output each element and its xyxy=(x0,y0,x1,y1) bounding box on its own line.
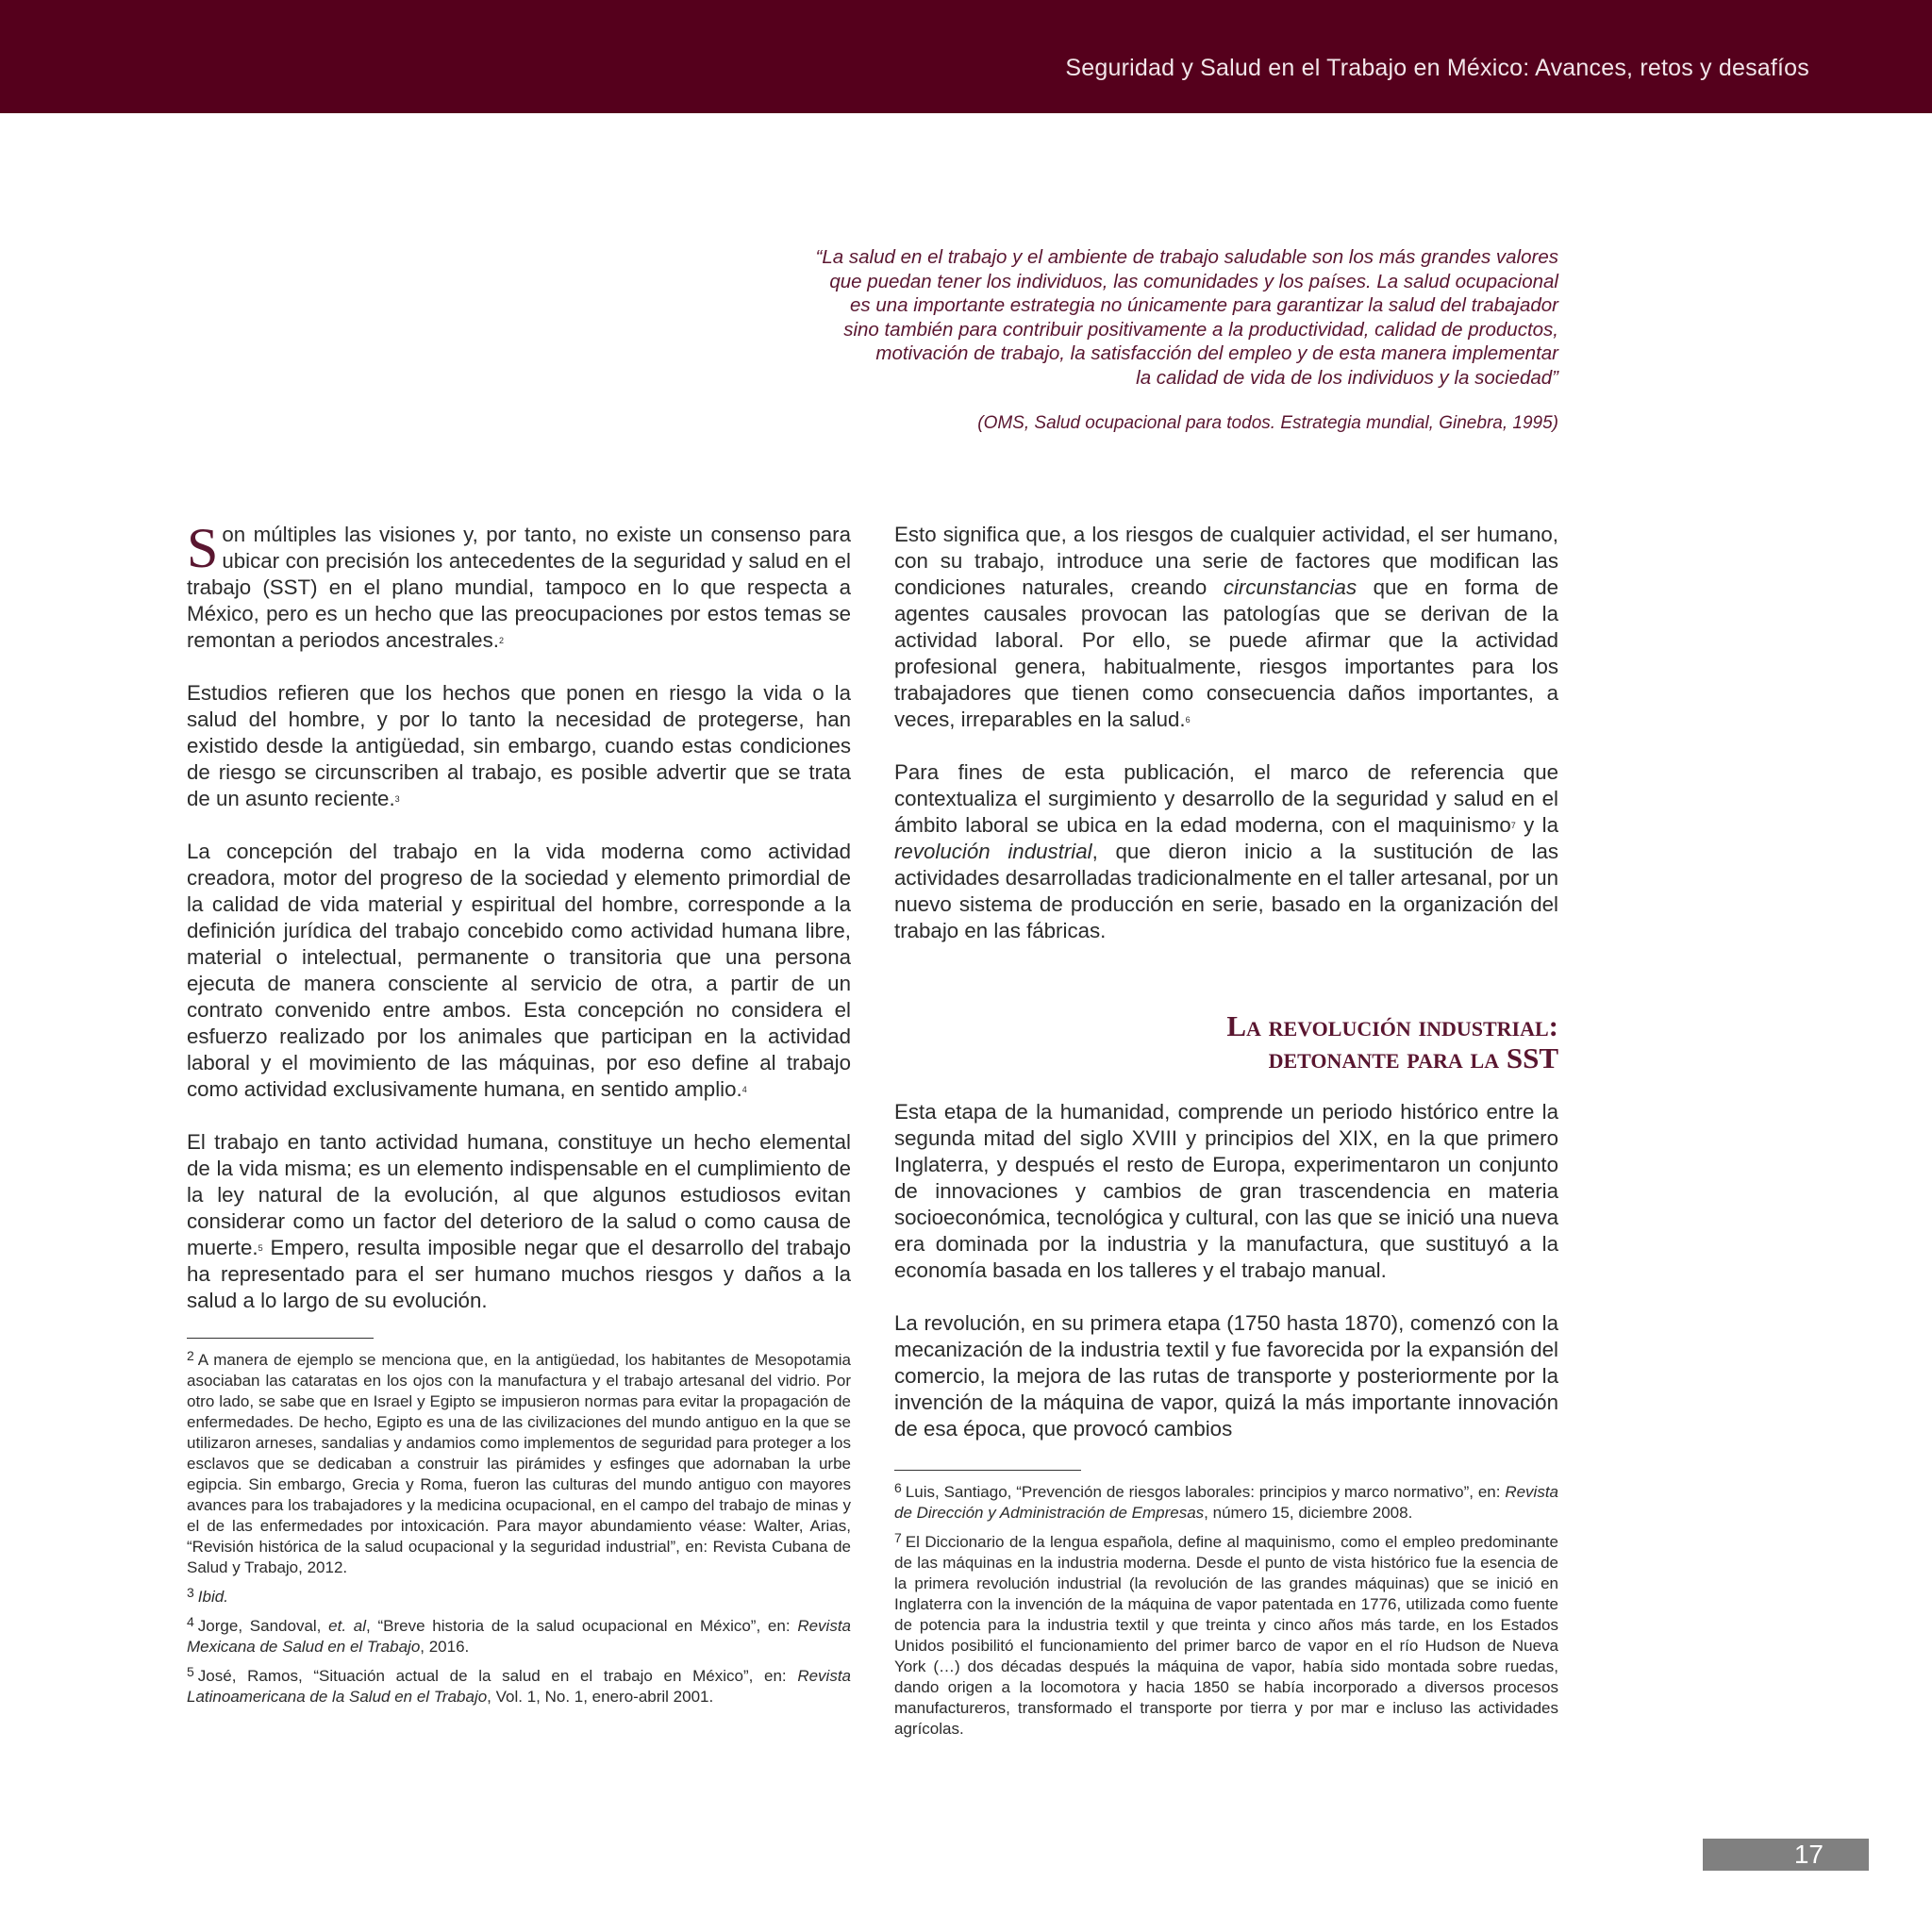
footnote-text: , 2016. xyxy=(420,1638,470,1656)
paragraph-text: Esta etapa de la humanidad, comprende un periodo histórico entre la segunda mitad del siglo XVIII y principios del XIX, en la que primero Inglaterra, y después el resto de Europa, experimentaron un conjunto de innovaciones y cambios de gran trascendencia en materia socioeconómica, tecnológica y cultural, con las que se inició una nueva era dominada por la industria y la manufactura, que sustituyó a la economía basada en los talleres y el trabajo manual. xyxy=(894,1100,1559,1282)
footnote-divider xyxy=(894,1470,1081,1471)
epigraph-source: (OMS, Salud ocupacional para todos. Estrategia mundial, Ginebra, 1995) xyxy=(977,413,1558,433)
paragraph-text: Empero, resulta imposible negar que el desarrollo del trabajo ha representado para el ser humano muchos riesgos y daños a la salud a lo largo de su evolución. xyxy=(187,1236,851,1312)
footnote xyxy=(187,1350,851,1578)
paragraph-text: circunstancias xyxy=(1223,575,1357,599)
right-column xyxy=(894,522,1558,1469)
footnote xyxy=(894,1482,1558,1524)
footnote-text: Revista Latinoamericana de la Salud en el Trabajo xyxy=(187,1667,851,1706)
left-footnotes xyxy=(187,1338,851,1716)
footnote-number: 3 xyxy=(187,1585,194,1600)
footnote-divider xyxy=(187,1338,374,1339)
page-number-badge xyxy=(1703,1839,1869,1871)
footnote-text: José, Ramos, “Situación actual de la salud en el trabajo en México”, en: xyxy=(197,1667,798,1685)
epigraph-line: la calidad de vida de los individuos y la sociedad” xyxy=(1136,366,1558,389)
paragraph xyxy=(187,1129,851,1314)
footnote-text: Luis, Santiago, “Prevención de riesgos laborales: principios y marco normativo”, en: xyxy=(905,1483,1506,1501)
footnote-ref: 4 xyxy=(741,1085,747,1094)
header-title: Seguridad y Salud en el Trabajo en México: Avances, retos y desafíos xyxy=(1065,55,1809,81)
paragraph-text: que en forma de agentes causales provocan las patologías que se derivan de la actividad laboral. Por ello, se puede afirmar que la actividad profesional genera, habitualmente, riesgos importantes para los trabajadores que tienen como consecuencia daños importantes, a veces, irreparables en la salud. xyxy=(894,575,1558,731)
paragraph-text: , que dieron inicio a la sustitución de las actividades desarrolladas tradicionalmente en el taller artesanal, por un nuevo sistema de producción en serie, basado en la organización del trabajo en las fábricas. xyxy=(894,840,1558,942)
section-heading xyxy=(894,971,1558,1074)
paragraph xyxy=(187,517,851,654)
page-number: 17 xyxy=(1793,1840,1824,1869)
footnote-number: 4 xyxy=(187,1614,194,1629)
footnote xyxy=(187,1666,851,1707)
paragraph xyxy=(187,680,851,812)
footnote-number: 2 xyxy=(187,1348,194,1363)
footnote-text: Revista Mexicana de Salud en el Trabajo xyxy=(187,1617,851,1656)
paragraph-text: revolución industrial xyxy=(894,840,1092,863)
paragraph-text: La concepción del trabajo en la vida moderna como actividad creadora, motor del progreso de la sociedad y elemento primordial de la calidad de vida material y espiritual del hombre, corresponde a la definición jurídica del trabajo concebido como actividad humana libre, material o intelectual, permanente o transitoria que una persona ejecuta de manera consciente al servicio de otra, a partir de un contrato convenido entre ambos. Esta concepción no considera el esfuerzo realizado por los animales que participan en la actividad laboral y el movimiento de las máquinas, por eso define al trabajo como actividad exclusivamente humana, en sentido amplio. xyxy=(187,840,851,1101)
footnote-ref: 2 xyxy=(498,636,504,645)
footnote-text: Jorge, Sandoval, xyxy=(197,1617,329,1635)
paragraph xyxy=(894,1099,1558,1284)
footnote-ref: 6 xyxy=(1185,715,1191,724)
paragraph-text: Estudios refieren que los hechos que ponen en riesgo la vida o la salud del hombre, y por lo tanto la necesidad de protegerse, han existido desde la antigüedad, sin embargo, cuando estas condiciones de riesgo se circunscriben al trabajo, es posible advertir que se trata de un asunto reciente. xyxy=(187,681,851,810)
paragraph-text: y la xyxy=(1515,813,1558,837)
left-column xyxy=(187,517,851,1341)
paragraph xyxy=(894,759,1558,944)
footnote-text: Revista de Dirección y Administración de Empresas xyxy=(894,1483,1558,1522)
footnote-ref: 5 xyxy=(258,1243,263,1253)
paragraph-text: on múltiples las visiones y, por tanto, no existe un consenso para ubicar con precisión los antecedentes de la seguridad y salud en el trabajo (SST) en el plano mundial, tampoco en lo que respecta a México, pero es un hecho que las preocupaciones por estos temas se remontan a periodos ancestrales. xyxy=(187,523,851,652)
footnote-ref: 7 xyxy=(1510,821,1516,830)
footnote-number: 7 xyxy=(894,1530,902,1545)
drop-cap: S xyxy=(187,517,219,579)
footnote xyxy=(187,1616,851,1657)
epigraph-line: es una importante estrategia no únicamente para garantizar la salud del trabajador xyxy=(850,294,1558,316)
footnote xyxy=(187,1587,851,1607)
footnote-text: , número 15, diciembre 2008. xyxy=(1204,1504,1413,1522)
footnote-text: A manera de ejemplo se menciona que, en la antigüedad, los habitantes de Mesopotamia asociaban las cataratas en los ojos con la manufactura y el trabajo artesanal del vidrio. Por otro lado, se sabe que en Israel y Egipto se impusieron normas para evitar la propagación de enfermedades. De hecho, Egipto es una de las civilizaciones del mundo antiguo en la que se utilizaron arneses, sandalias y andamios como implementos de seguridad para proteger a los esclavos que se dedicaban a construir las pirámides y esfinges que adornaban la urbe egipcia. Sin embargo, Grecia y Roma, fueron las culturas del mundo antiguo con mayores avances para los trabajadores y la medicina ocupacional, en el campo del trabajo de minas y el de las enfermedades por intoxicación. Para mayor abundamiento véase: Walter, Arias, “Revisión histórica de la salud ocupacional y la seguridad industrial”, en: Revista Cubana de Salud y Trabajo, 2012. xyxy=(187,1351,851,1576)
right-footnotes xyxy=(894,1470,1558,1748)
paragraph-text: Esto significa que, a los riesgos de cualquier actividad, el ser humano, con su trabajo, introduce una serie de factores que modifican las condiciones naturales, creando xyxy=(894,523,1558,599)
paragraph xyxy=(894,522,1558,733)
epigraph-line: sino también para contribuir positivamente a la productividad, calidad de productos, xyxy=(843,318,1558,341)
epigraph-line: motivación de trabajo, la satisfacción del empleo y de esta manera implementar xyxy=(875,342,1558,364)
epigraph-quote xyxy=(774,245,1558,390)
epigraph-line: “La salud en el trabajo y el ambiente de trabajo saludable son los más grandes valores xyxy=(815,246,1558,268)
footnote-text: Ibid. xyxy=(197,1588,228,1606)
footnote-text: , Vol. 1, No. 1, enero-abril 2001. xyxy=(487,1688,714,1706)
heading-line: La revolución industrial: xyxy=(1226,1009,1558,1042)
footnote-text: et. al xyxy=(328,1617,367,1635)
footnote-number: 5 xyxy=(187,1664,194,1679)
heading-line: detonante para la SST xyxy=(1268,1041,1558,1074)
paragraph-text: La revolución, en su primera etapa (1750 hasta 1870), comenzó con la mecanización de la industria textil y fue favorecida por la expansión del comercio, la mejora de las rutas de transporte y posteriormente por la invención de la máquina de vapor, quizá la más importante innovación de esa época, que provocó cambios xyxy=(894,1311,1558,1441)
paragraph-text: Para fines de esta publicación, el marco de referencia que contextualiza el surgimiento y desarrollo de la seguridad y salud en el ámbito laboral se ubica en la edad moderna, con el maquinismo xyxy=(894,760,1558,837)
paragraph-text: El trabajo en tanto actividad humana, constituye un hecho elemental de la vida misma; es un elemento indispensable en el cumplimiento de la ley natural de la evolución, al que algunos estudiosos evitan considerar como un factor del deterioro de la salud o como causa de muerte. xyxy=(187,1130,851,1259)
paragraph xyxy=(187,839,851,1103)
page-header xyxy=(0,0,1932,113)
footnote-text: El Diccionario de la lengua española, define al maquinismo, como el empleo predominante de las máquinas en la industria moderna. Desde el punto de vista histórico fue la esencia de la primera revolución industrial (la revolución de las grandes máquinas) que se inició en Inglaterra con la invención de la máquina de vapor patentada en 1776, utilizada como fuente de potencia para la industria textil y que treinta y cinco años más tarde, en los Estados Unidos posibilitó el funcionamiento del primer barco de vapor en el río Hudson de Nueva York (…) dos décadas después la máquina de vapor, había sido montada sobre ruedas, dando origen a la locomotora y hacia 1850 se había incorporado a diversos procesos manufactureros, transformado el transporte por tierra y por mar e incluso las actividades agrícolas. xyxy=(894,1533,1558,1738)
epigraph-line: que puedan tener los individuos, las comunidades y los países. La salud ocupacional xyxy=(829,270,1558,292)
footnote-number: 6 xyxy=(894,1480,902,1495)
paragraph xyxy=(894,1310,1558,1442)
footnote xyxy=(894,1532,1558,1740)
footnote-ref: 3 xyxy=(394,794,400,804)
footnote-text: , “Breve historia de la salud ocupacional en México”, en: xyxy=(366,1617,798,1635)
